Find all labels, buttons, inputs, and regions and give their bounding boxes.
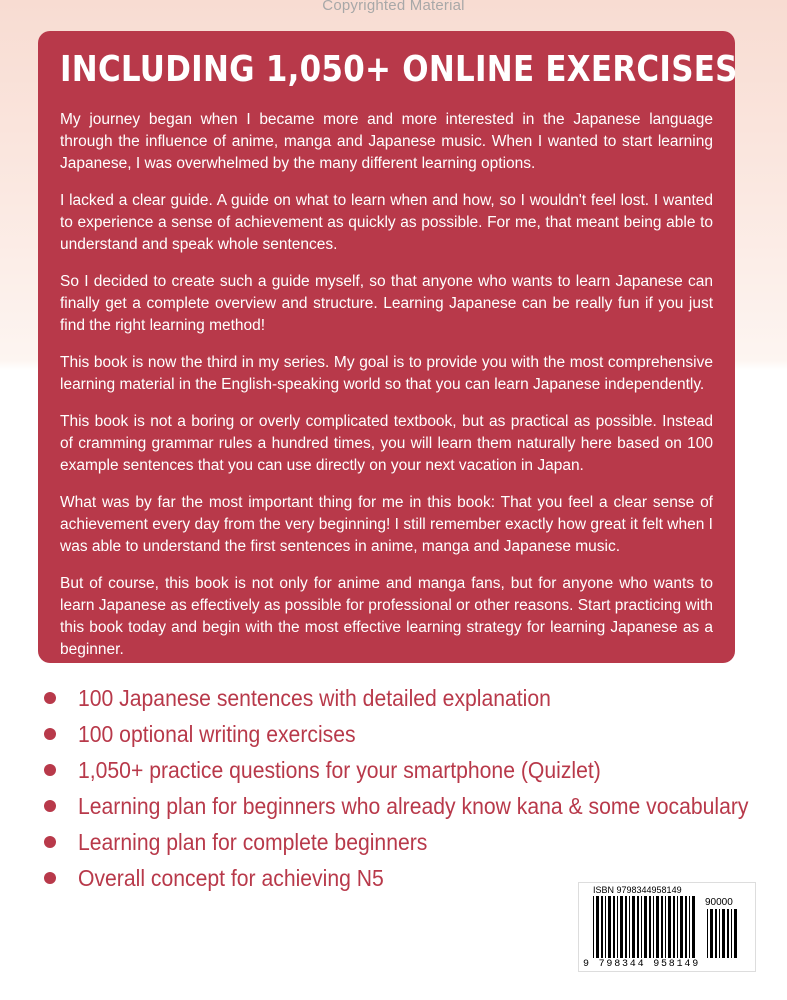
bullet-dot-icon: [44, 692, 56, 704]
feature-item: [44, 824, 787, 860]
feature-text: Learning plan for beginners who already know kana & some vocabulary: [78, 792, 749, 819]
description-paragraph: This book is now the third in my series. My goal is to provide you with the most comprehensive learning material in the English-speaking world so that you can learn Japanese independently.: [60, 354, 713, 393]
bullet-dot-icon: [44, 836, 56, 848]
feature-item: [44, 680, 787, 716]
barcode-bars-icon: [593, 896, 699, 958]
isbn-label: ISBN 9798344958149: [593, 885, 682, 895]
feature-list: [44, 680, 787, 896]
feature-item: [44, 716, 787, 752]
bullet-dot-icon: [44, 728, 56, 740]
feature-text: 100 Japanese sentences with detailed explanation: [78, 684, 551, 711]
bullet-dot-icon: [44, 872, 56, 884]
description-paragraph: This book is not a boring or overly complicated textbook, but as practical as possible. Instead of cramming grammar rules a hundred times, you will learn them naturally here based on 100 example sentences that you can use directly on your next vacation in Japan.: [60, 413, 713, 474]
bullet-dot-icon: [44, 764, 56, 776]
description-paragraph: But of course, this book is not only for anime and manga fans, but for anyone who wants to learn Japanese as effectively as possible for professional or other reasons. Start practicing with this book today and begin with the most effective learning strategy for learning Japanese as a beginner.: [60, 575, 713, 658]
description-paragraph: What was by far the most important thing for me in this book: That you feel a clear sense of achievement every day from the very beginning! I still remember exactly how great it felt when I was able to understand the first sentences in anime, manga and Japanese music.: [60, 494, 713, 555]
description-panel: [38, 31, 738, 663]
description-paragraph: My journey began when I became more and more interested in the Japanese language through the influence of anime, manga and Japanese music. When I wanted to start learning Japanese, I was overwhelmed by the many different learning options.: [60, 111, 713, 172]
feature-text: 1,050+ practice questions for your smartphone (Quizlet): [78, 756, 601, 783]
barcode-addon-bars-icon: [707, 909, 741, 958]
description-paragraph: So I decided to create such a guide myself, so that anyone who wants to learn Japanese can finally get a complete overview and structure. Learning Japanese can be really fun if you just find the right learning method!: [60, 273, 713, 334]
panel-headline: INCLUDING 1,050+ ONLINE EXERCISES: [60, 49, 738, 90]
description-paragraph: I lacked a clear guide. A guide on what to learn when and how, so I wouldn't feel lost. I wanted to experience a sense of achievement as quickly as possible. For me, that meant being able to understand and speak whole sentences.: [60, 192, 713, 253]
feature-item: [44, 752, 787, 788]
barcode-addon-number: 90000: [705, 897, 733, 908]
bullet-dot-icon: [44, 800, 56, 812]
isbn-digits: 9 798344 958149: [583, 959, 701, 970]
copyright-watermark-top: Copyrighted Material: [322, 0, 465, 14]
feature-item: [44, 788, 787, 824]
isbn-barcode: [578, 882, 756, 972]
feature-text: Overall concept for achieving N5: [78, 864, 384, 891]
feature-text: 100 optional writing exercises: [78, 720, 356, 747]
feature-text: Learning plan for complete beginners: [78, 828, 428, 855]
